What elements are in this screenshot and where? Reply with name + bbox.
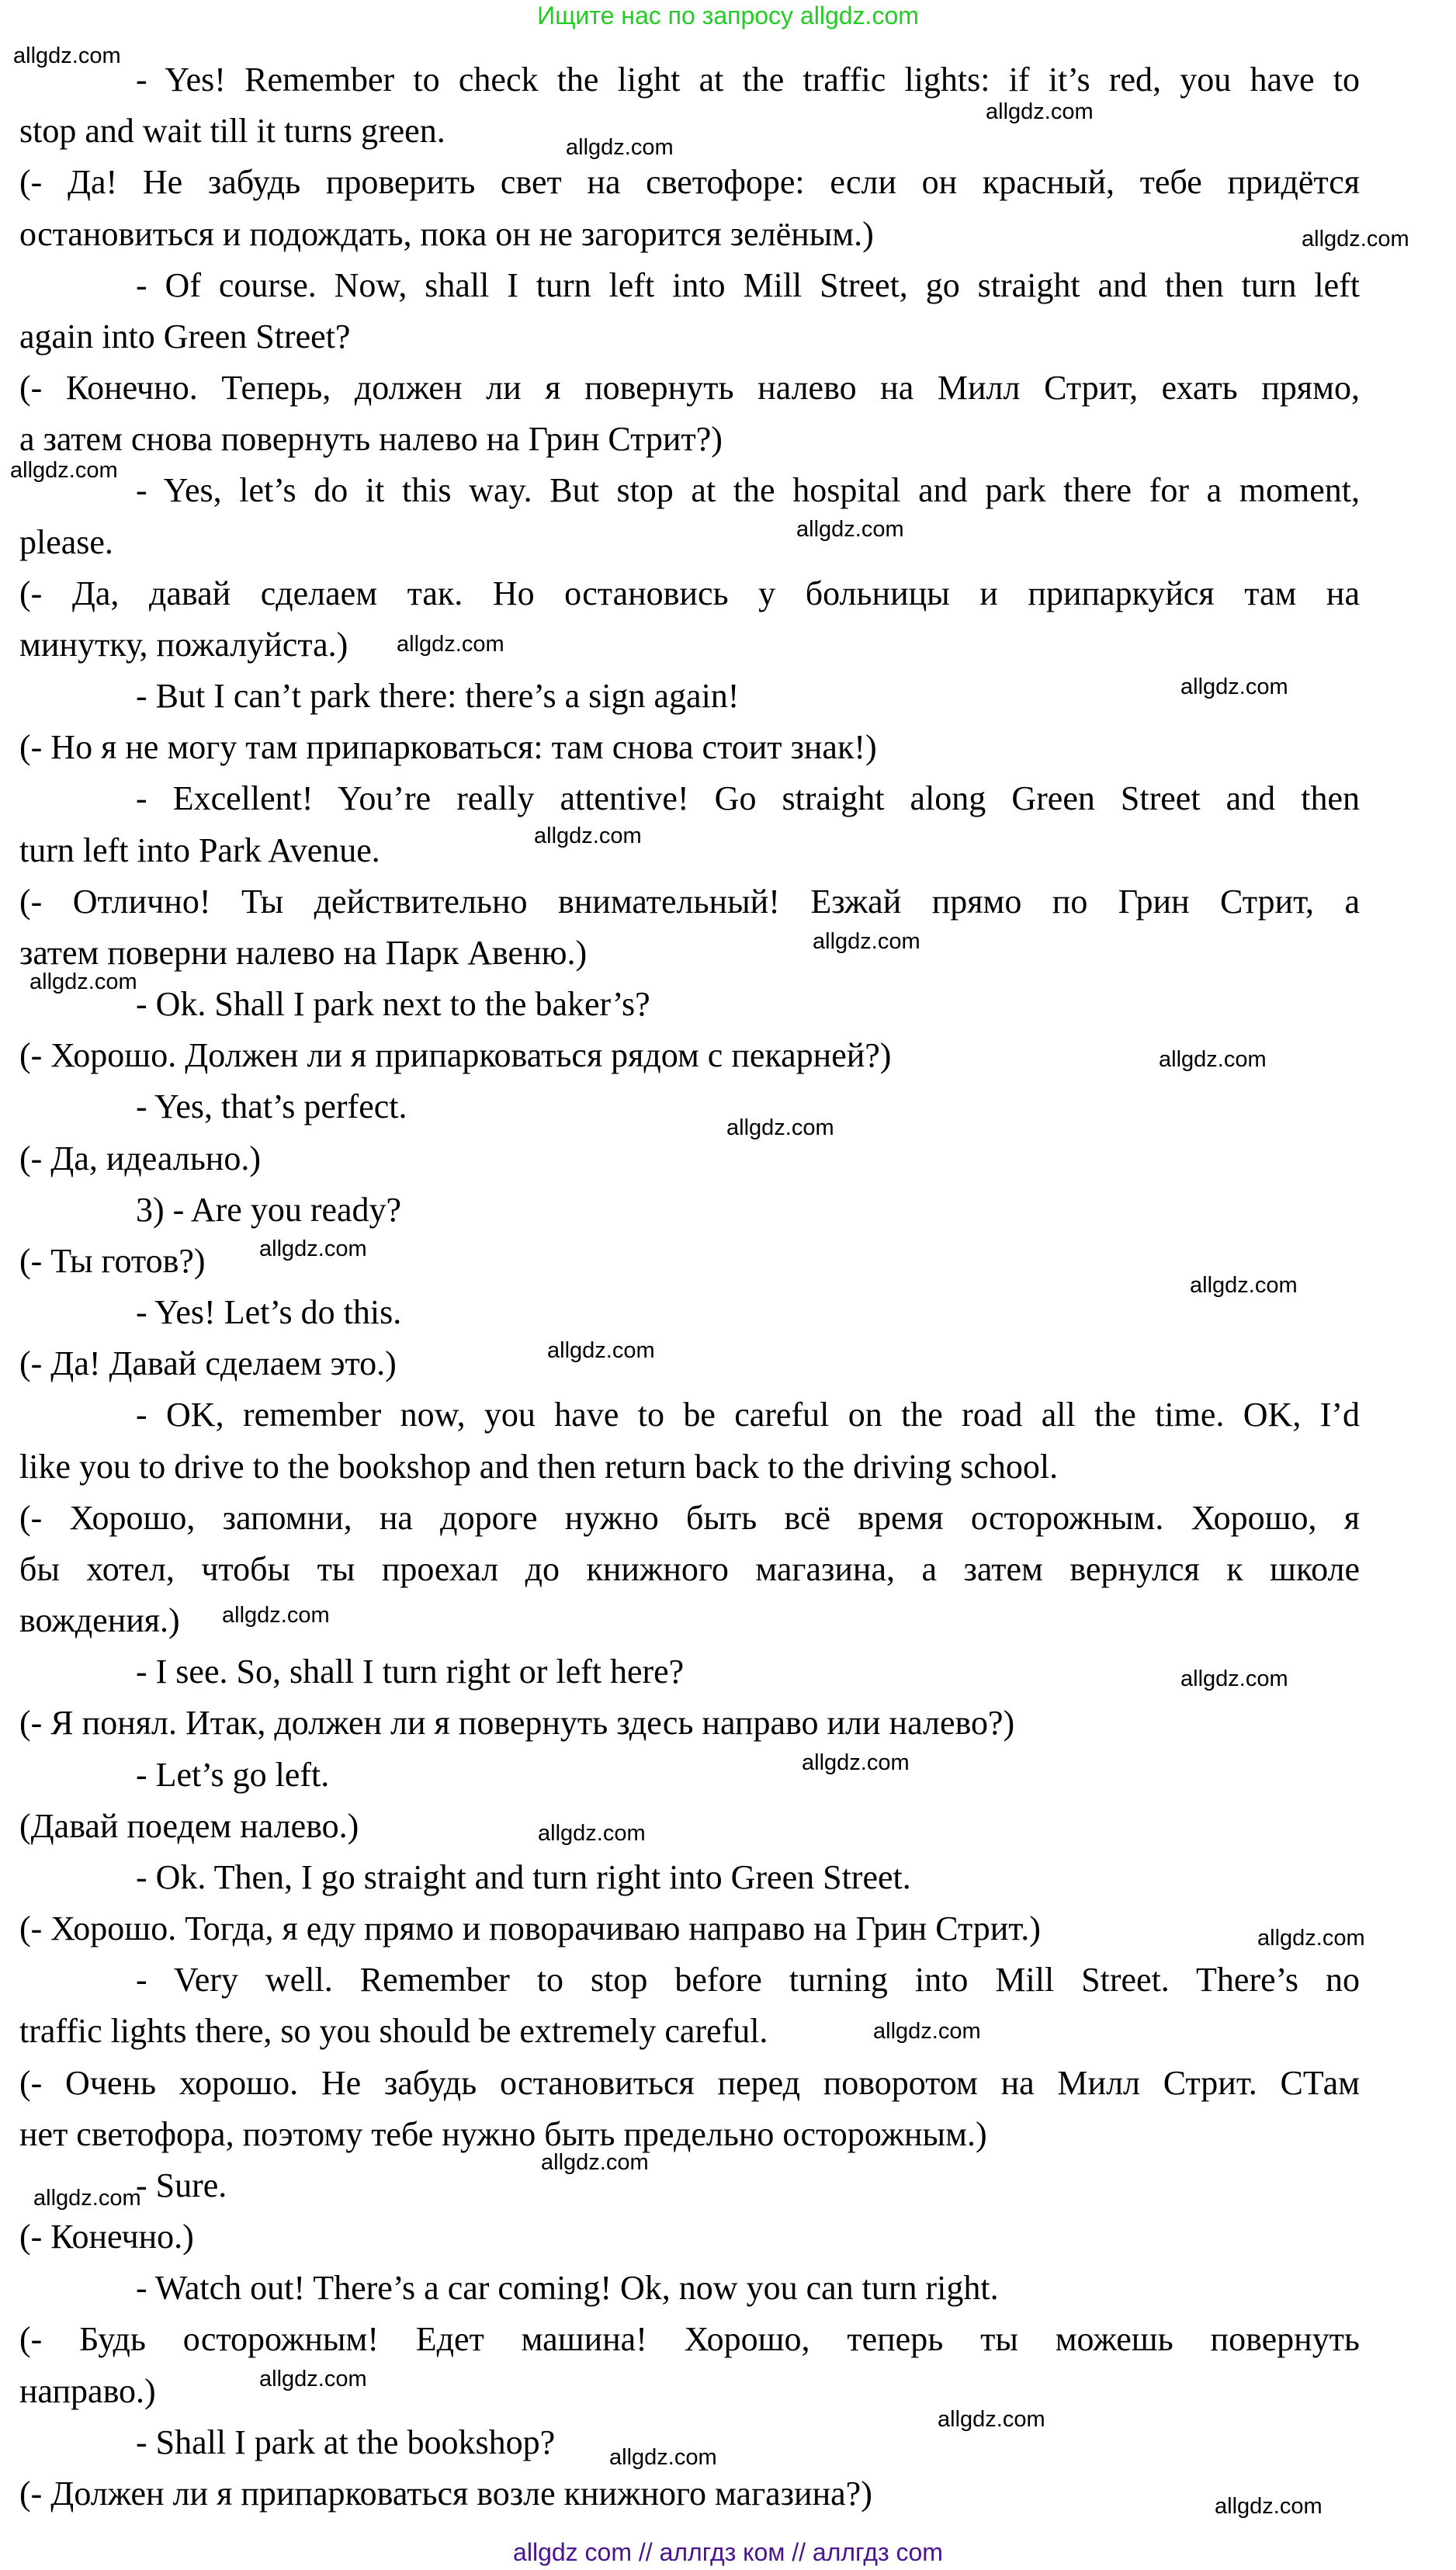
watermark: allgdz.com <box>13 43 121 68</box>
text-line: затем поверни налево на Парк Авеню.) <box>19 933 588 972</box>
watermark: allgdz.com <box>1257 1926 1365 1951</box>
text-line: turn left into Park Avenue. <box>19 831 380 869</box>
text-line: нет светофора, поэтому тебе нужно быть предельно осторожным.) <box>19 2114 987 2153</box>
text-line: (- Хорошо, запомни, на дороге нужно быть всё время осторожным. Хорошо, я <box>19 1498 1360 1537</box>
watermark: allgdz.com <box>1159 1047 1267 1072</box>
text-line: (- Да! Не забудь проверить свет на светофоре: если он красный, тебе придётся <box>19 163 1360 202</box>
watermark: allgdz.com <box>986 99 1094 124</box>
watermark: allgdz.com <box>1180 1667 1288 1691</box>
text-line: (- Очень хорошо. Не забудь остановиться перед поворотом на Милл Стрит. СТам <box>19 2063 1360 2102</box>
text-line: - I see. So, shall I turn right or left here? <box>136 1653 685 1691</box>
text-line: - Let’s go left. <box>136 1755 330 1794</box>
watermark: allgdz.com <box>609 2445 717 2470</box>
text-line: - Very well. Remember to stop before turning into Mill Street. There’s no <box>136 1961 1360 1999</box>
text-line: бы хотел, чтобы ты проехал до книжного магазина, а затем вернулся к школе <box>19 1549 1360 1588</box>
text-line: like you to drive to the bookshop and then return back to the driving school. <box>19 1447 1059 1486</box>
watermark: allgdz.com <box>566 135 674 160</box>
text-line: (- Хорошо. Тогда, я еду прямо и поворачиваю направо на Грин Стрит.) <box>19 1909 1041 1948</box>
text-line: (- Отлично! Ты действительно внимательный! Езжай прямо по Грин Стрит, а <box>19 882 1360 921</box>
watermark: allgdz.com <box>222 1603 330 1628</box>
text-line: - Watch out! There’s a car coming! Ok, now you can turn right. <box>136 2269 999 2308</box>
watermark: allgdz.com <box>1215 2494 1323 2519</box>
watermark: allgdz.com <box>1190 1273 1298 1298</box>
text-line: (- Конечно.) <box>19 2218 194 2256</box>
text-line: остановиться и подождать, пока он не загорится зелёным.) <box>19 214 874 253</box>
text-line: (- Я понял. Итак, должен ли я повернуть здесь направо или налево?) <box>19 1704 1015 1743</box>
text-line: (- Хорошо. Должен ли я припарковаться рядом с пекарней?) <box>19 1036 892 1075</box>
text-line: - But I can’t park there: there’s a sign again! <box>136 677 740 716</box>
footer-site-names: allgdz com // аллгдз ком // аллгдз com <box>513 2538 943 2566</box>
text-line: - Shall I park at the bookshop? <box>136 2423 556 2461</box>
watermark: allgdz.com <box>802 1750 910 1775</box>
text-line: (- Будь осторожным! Едет машина! Хорошо, теперь ты можешь повернуть <box>19 2320 1360 2359</box>
watermark: allgdz.com <box>1180 675 1288 699</box>
text-line: (- Да, давай сделаем так. Но остановись у больницы и припаркуйся там на <box>19 574 1360 612</box>
text-line: - Ok. Then, I go straight and turn right into Green Street. <box>136 1857 911 1896</box>
watermark: allgdz.com <box>813 929 920 954</box>
text-line: stop and wait till it turns green. <box>19 112 445 151</box>
watermark: allgdz.com <box>796 517 904 542</box>
text-line: - Yes, that’s perfect. <box>136 1087 407 1126</box>
watermark: allgdz.com <box>538 1821 646 1846</box>
text-line: а затем снова повернуть налево на Грин Стрит?) <box>19 420 723 459</box>
watermark: allgdz.com <box>547 1338 655 1363</box>
text-line: - Ok. Shall I park next to the baker’s? <box>136 985 650 1024</box>
text-line: вождения.) <box>19 1601 180 1640</box>
watermark: allgdz.com <box>10 458 118 483</box>
watermark: allgdz.com <box>259 1236 367 1261</box>
watermark: allgdz.com <box>541 2150 649 2175</box>
text-line: - Yes, let’s do it this way. But stop at the hospital and park there for a moment, <box>136 471 1360 510</box>
text-line: - OK, remember now, you have to be careful on the road all the time. OK, I’d <box>136 1396 1360 1434</box>
header-search-hint: Ищите нас по запросу allgdz.com <box>537 2 919 29</box>
text-line: - Yes! Let’s do this. <box>136 1293 402 1332</box>
watermark: allgdz.com <box>726 1115 834 1140</box>
text-line: 3) - Are you ready? <box>136 1190 402 1229</box>
watermark: allgdz.com <box>534 824 642 848</box>
watermark: allgdz.com <box>33 2186 141 2211</box>
text-line: (- Да! Давай сделаем это.) <box>19 1344 397 1383</box>
text-line: (- Но я не могу там припарковаться: там снова стоит знак!) <box>19 728 877 767</box>
text-line: (Давай поедем налево.) <box>19 1806 359 1845</box>
text-line: traffic lights there, so you should be extremely careful. <box>19 2012 768 2051</box>
watermark: allgdz.com <box>397 632 504 657</box>
text-line: - Excellent! You’re really attentive! Go straight along Green Street and then <box>136 779 1360 818</box>
watermark: allgdz.com <box>1302 227 1409 251</box>
watermark: allgdz.com <box>938 2407 1045 2432</box>
watermark: allgdz.com <box>259 2367 367 2391</box>
watermark: allgdz.com <box>29 969 137 994</box>
text-line: (- Ты готов?) <box>19 1241 206 1280</box>
text-line: please. <box>19 522 113 561</box>
text-line: направо.) <box>19 2371 156 2410</box>
text-line: - Yes! Remember to check the light at the traffic lights: if it’s red, you have to <box>136 61 1360 99</box>
text-line: (- Конечно. Теперь, должен ли я повернуть налево на Милл Стрит, ехать прямо, <box>19 369 1360 408</box>
text-line: again into Green Street? <box>19 317 351 355</box>
watermark: allgdz.com <box>873 2019 981 2044</box>
text-line: - Of course. Now, shall I turn left into Mill Street, go straight and then turn left <box>136 265 1360 304</box>
text-line: - Sure. <box>136 2166 227 2204</box>
text-line: (- Да, идеально.) <box>19 1139 261 1177</box>
text-line: минутку, пожалуйста.) <box>19 625 348 664</box>
text-line: (- Должен ли я припарковаться возле книжного магазина?) <box>19 2474 872 2513</box>
